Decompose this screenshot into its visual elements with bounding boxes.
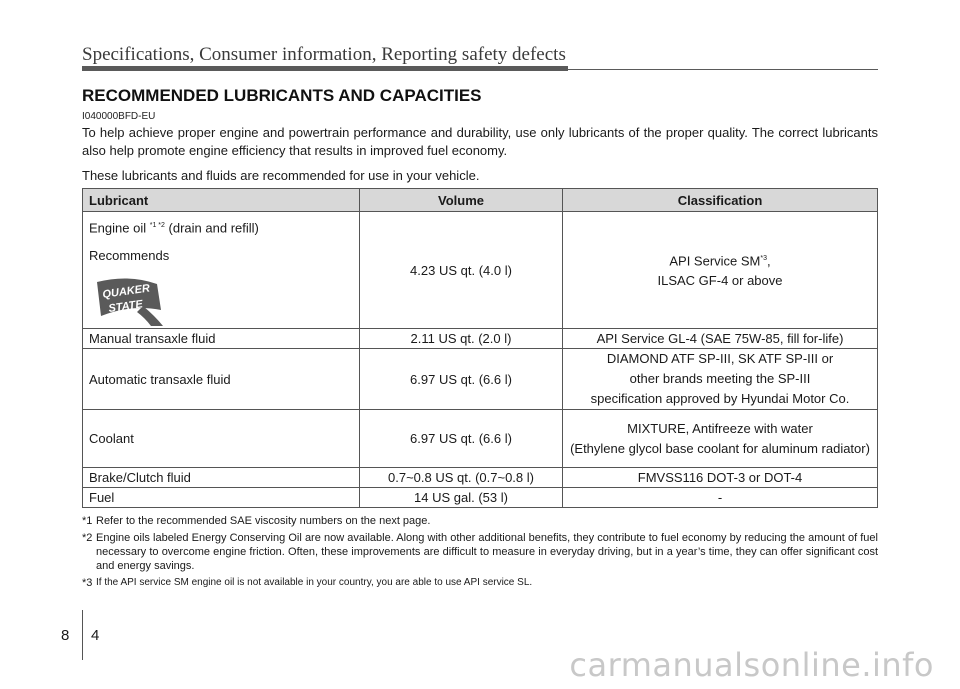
engine-oil-name: Engine oil (89, 220, 147, 236)
lubricants-table (82, 188, 878, 508)
engine-oil-cell (83, 212, 360, 329)
fuel-classification: - (563, 488, 878, 508)
footnote-mark: *2 (82, 532, 93, 544)
intro-paragraph: To help achieve proper engine and powertrain performance and durability, use only lubricants of the proper quality. The correct lubricants also help promote engine efficiency that results in improved fuel economy. (82, 125, 878, 158)
footnote (82, 576, 878, 590)
table-row-manual-transaxle (83, 329, 878, 349)
header-lubricant: Lubricant (83, 189, 360, 212)
coolant-classification (563, 410, 878, 468)
brake-volume: 0.7~0.8 US qt. (0.7~0.8 l) (360, 468, 563, 488)
automatic-class-line: specification approved by Hyundai Motor Co. (590, 391, 850, 407)
engine-oil-recommends: Recommends (89, 248, 170, 264)
manual-classification: API Service GL-4 (SAE 75W-85, fill for-life) (563, 329, 878, 349)
page-number-divider (82, 610, 83, 660)
watermark: carmanualsonline.info (569, 646, 934, 684)
engine-oil-volume: 4.23 US qt. (4.0 l) (360, 212, 563, 329)
footnote-text: Refer to the recommended SAE viscosity numbers on the next page. (96, 515, 431, 527)
footnote-mark: *3 (82, 577, 93, 589)
document-code: I040000BFD-EU (82, 111, 156, 122)
coolant-class-line: MIXTURE, Antifreeze with water (627, 420, 813, 436)
header-rule-thick (82, 66, 568, 71)
brake-classification: FMVSS116 DOT-3 or DOT-4 (563, 468, 878, 488)
footnote-mark: *1 (82, 515, 93, 527)
manual-name: Manual transaxle fluid (83, 329, 360, 349)
fuel-name: Fuel (83, 488, 360, 508)
engine-oil-class-comma: , (767, 253, 771, 269)
engine-oil-class-footnote: *3 (760, 255, 768, 262)
coolant-volume: 6.97 US qt. (6.6 l) (360, 410, 563, 468)
table-row-coolant (83, 410, 878, 468)
footnote-text: If the API service SM engine oil is not available in your country, you are able to use API service SL. (96, 577, 533, 588)
engine-oil-class-line2: ILSAC GF-4 or above (657, 273, 783, 289)
coolant-name: Coolant (83, 410, 360, 468)
page-number: 4 (91, 627, 100, 644)
automatic-volume: 6.97 US qt. (6.6 l) (360, 349, 563, 410)
footnotes (82, 514, 878, 593)
automatic-class-line: other brands meeting the SP-III (629, 371, 811, 387)
footnote (82, 514, 878, 528)
quaker-state-logo (91, 276, 167, 328)
engine-oil-classification (563, 212, 878, 329)
table-row-automatic-transaxle (83, 349, 878, 410)
footnote (82, 531, 878, 573)
engine-oil-footnote-marks: *1 *2 (149, 222, 165, 229)
engine-oil-class-line1: API Service SM (669, 253, 761, 269)
fuel-volume: 14 US gal. (53 l) (360, 488, 563, 508)
chapter-header-title: Specifications, Consumer information, Reporting safety defects (82, 44, 566, 65)
automatic-classification (563, 349, 878, 410)
header-volume: Volume (360, 189, 563, 212)
header-rule-thin (568, 69, 878, 70)
coolant-class-line: (Ethylene glycol base coolant for aluminum radiator) (570, 440, 870, 456)
logo-text-top: QUAKER (101, 282, 151, 302)
table-header-row (83, 189, 878, 212)
table-row-engine-oil (83, 212, 878, 329)
brake-name: Brake/Clutch fluid (83, 468, 360, 488)
automatic-name: Automatic transaxle fluid (83, 349, 360, 410)
engine-oil-suffix: (drain and refill) (168, 220, 259, 236)
automatic-class-line: DIAMOND ATF SP-III, SK ATF SP-III or (606, 351, 834, 367)
table-row-fuel (83, 488, 878, 508)
header-classification: Classification (563, 189, 878, 212)
intro-paragraph-2: These lubricants and fluids are recommended for use in your vehicle. (82, 168, 480, 183)
page-chapter-number: 8 (61, 627, 70, 644)
engine-oil-name-line (89, 216, 353, 238)
manual-volume: 2.11 US qt. (2.0 l) (360, 329, 563, 349)
logo-text-bottom: STATE (107, 298, 144, 316)
footnote-text: Engine oils labeled Energy Conserving Oil are now available. Along with other additional benefits, they contribute to fuel economy by reducing the amount of fuel necessary to overcome engine friction. Often, these improvements are difficult to measure in everyday driving, but in a year’s time, they can offer significant cost and energy savings. (96, 532, 878, 572)
section-title: RECOMMENDED LUBRICANTS AND CAPACITIES (82, 86, 482, 105)
table-row-brake-fluid (83, 468, 878, 488)
